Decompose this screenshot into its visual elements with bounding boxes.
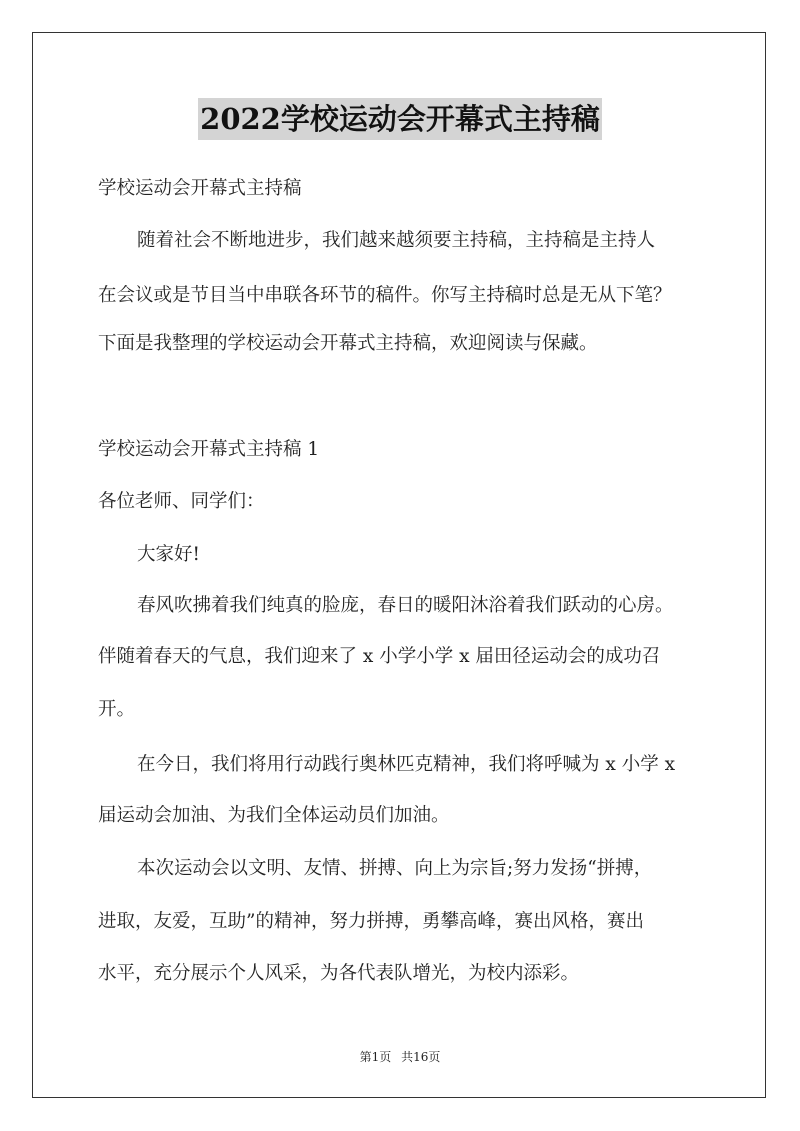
paragraph-line: 届运动会加油、为我们全体运动员们加油。 [98, 805, 450, 826]
paragraph-line: 水平，充分展示个人风采，为各代表队增光，为校内添彩。 [98, 963, 580, 984]
subtitle-line: 学校运动会开幕式主持稿 [98, 178, 302, 199]
title-container [0, 98, 800, 140]
page-number: 第1页 [359, 1050, 392, 1064]
page-total: 共16页 [401, 1050, 441, 1064]
paragraph-line: 随着社会不断地进步，我们越来越须要主持稿，主持稿是主持人 [137, 230, 656, 251]
greeting-line: 大家好! [137, 544, 200, 565]
paragraph-line: 春风吹拂着我们纯真的脸庞，春日的暖阳沐浴着我们跃动的心房。 [137, 595, 674, 616]
paragraph-line: 下面是我整理的学校运动会开幕式主持稿，欢迎阅读与保藏。 [98, 333, 598, 354]
salutation-line: 各位老师、同学们： [98, 491, 265, 512]
document-title: 2022学校运动会开幕式主持稿 [198, 98, 602, 140]
paragraph-line: 本次运动会以文明、友情、拼搏、向上为宗旨;努力发扬“拼搏， [137, 858, 653, 879]
page-footer [0, 1048, 800, 1065]
section-heading: 学校运动会开幕式主持稿 1 [98, 439, 320, 460]
paragraph-line: 伴随着春天的气息，我们迎来了 x 小学小学 x 届田径运动会的成功召 [98, 646, 661, 667]
paragraph-line: 在会议或是节目当中串联各环节的稿件。你写主持稿时总是无从下笔？ [98, 285, 672, 306]
paragraph-line: 在今日，我们将用行动践行奥林匹克精神，我们将呼喊为 x 小学 x [137, 754, 676, 775]
paragraph-line: 进取，友爱，互助”的精神，努力拼搏，勇攀高峰，赛出风格，赛出 [98, 911, 644, 932]
paragraph-line: 开。 [98, 699, 136, 720]
